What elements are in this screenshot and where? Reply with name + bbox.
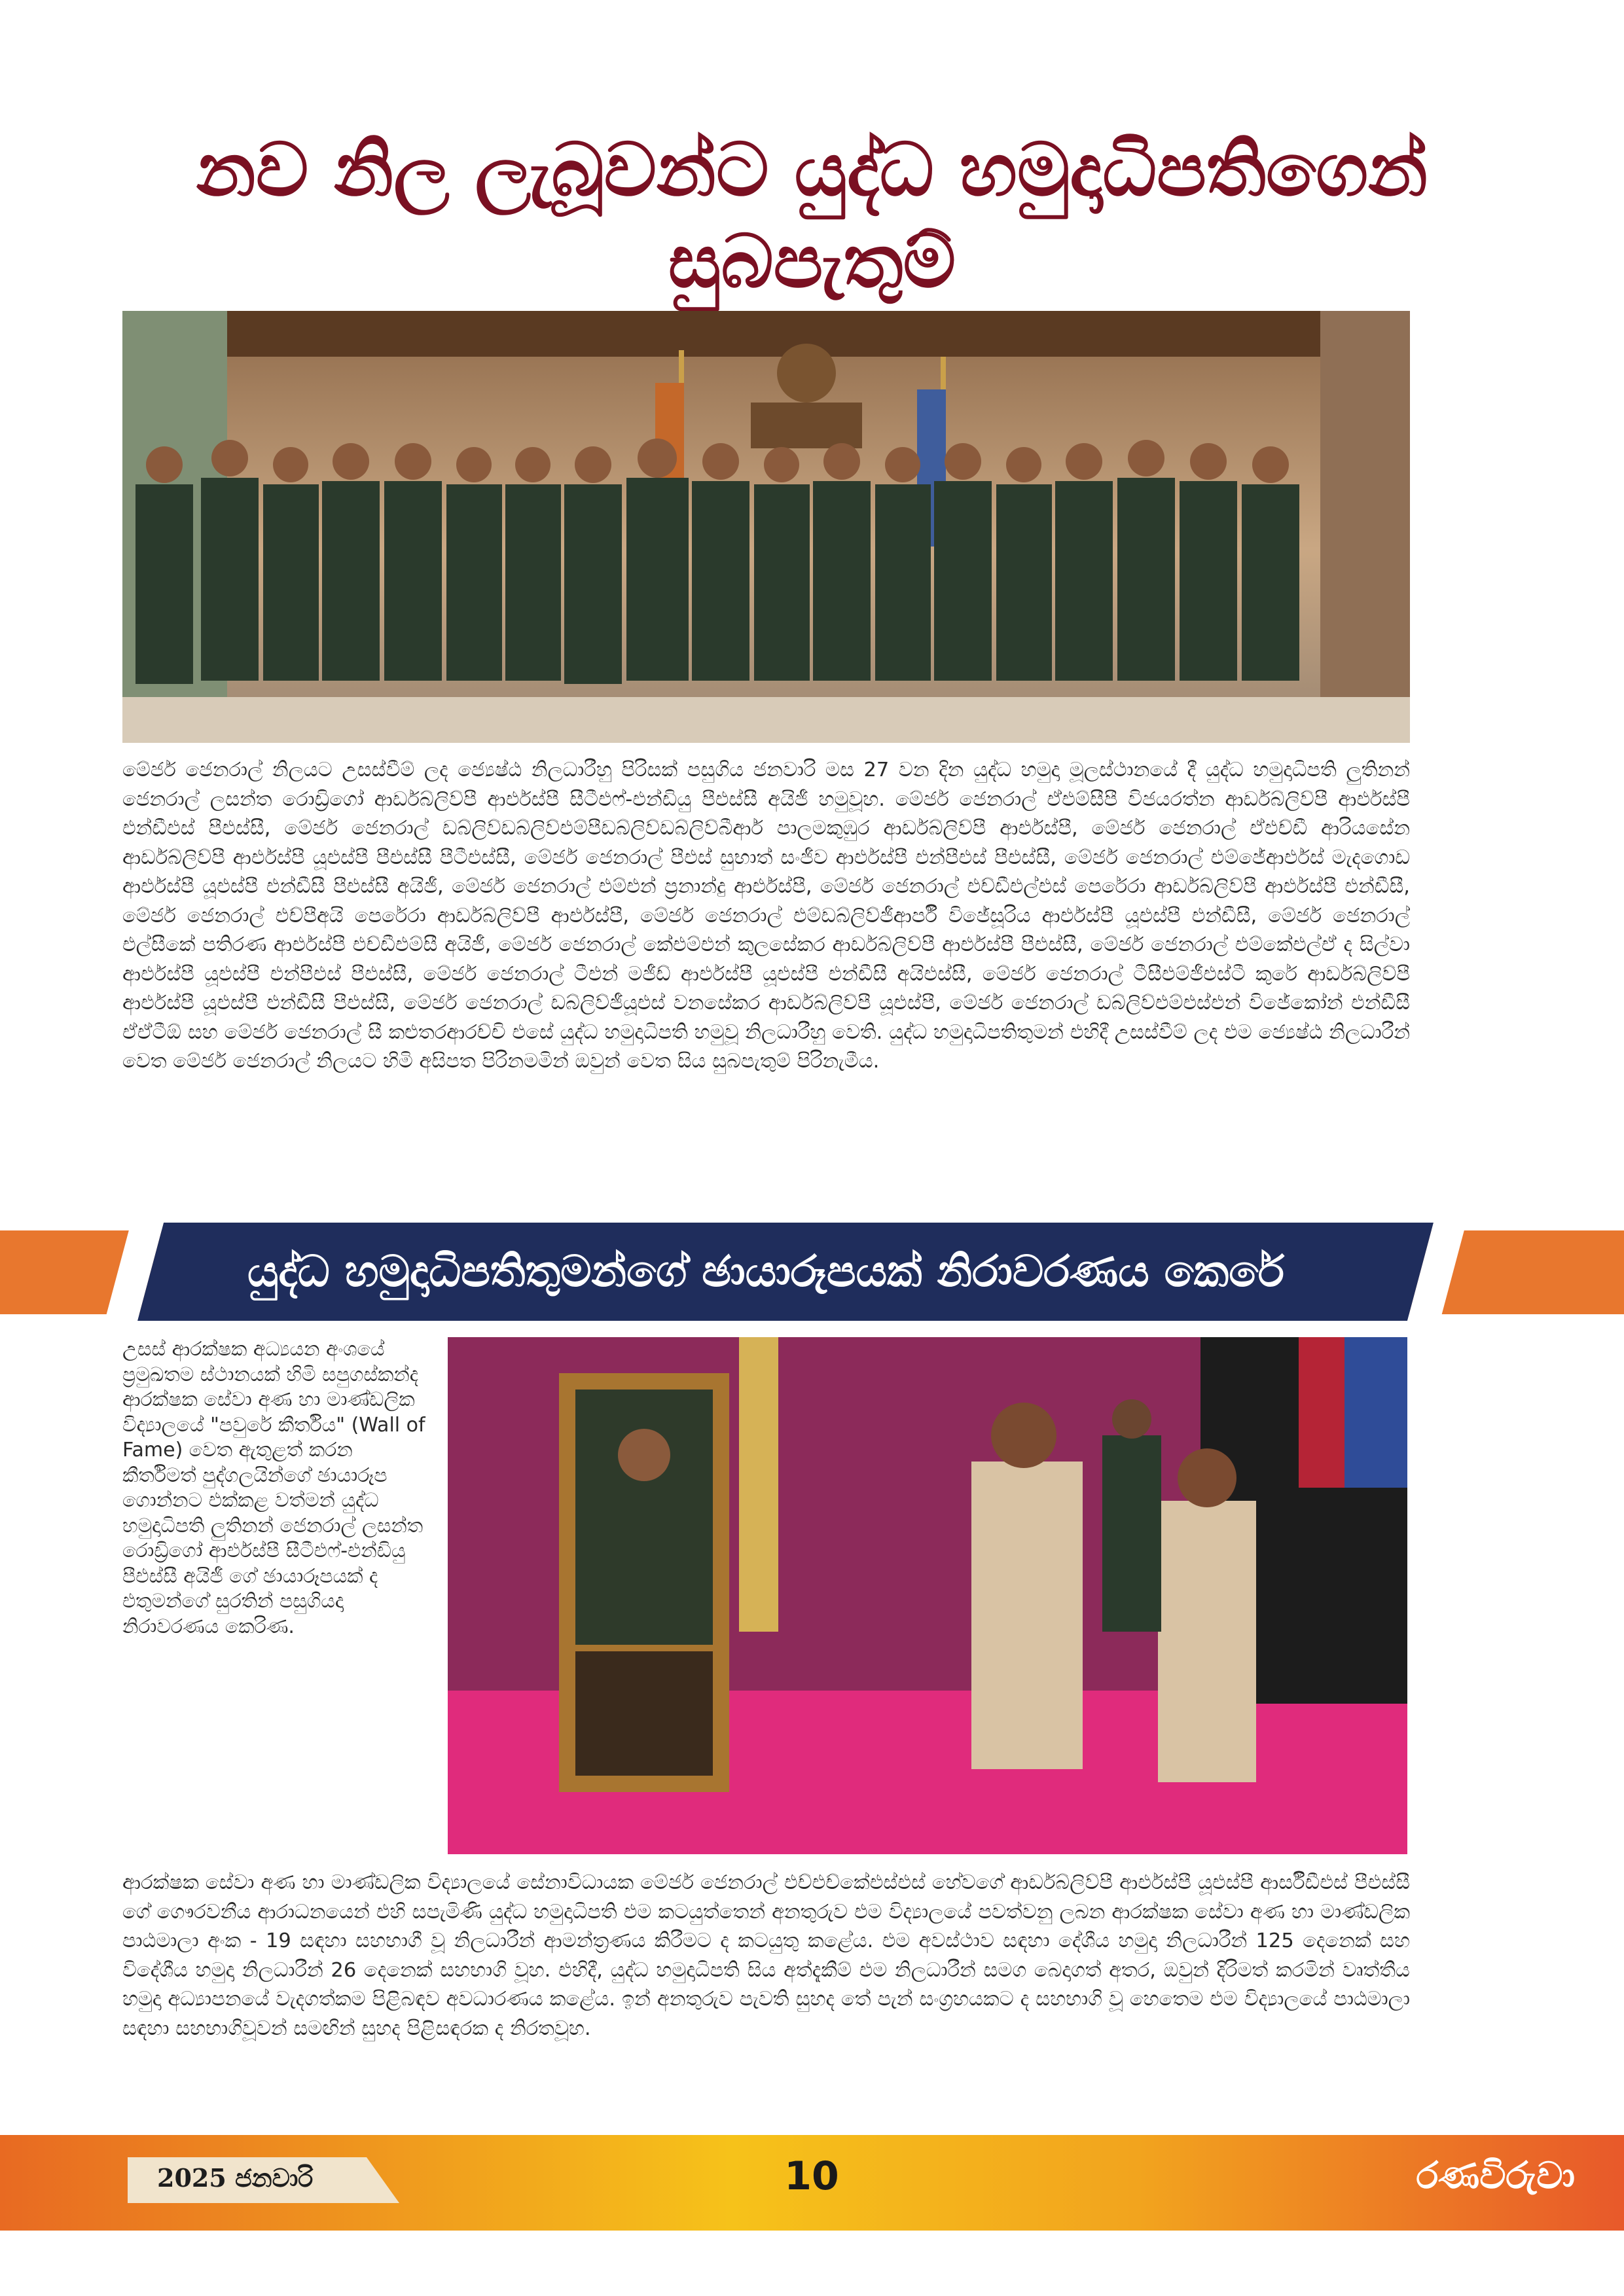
article-title-line1: නව නිල ලැබූවන්ට යුද්ධ හමුදාධිපතිගෙන් [196, 128, 1428, 213]
page-footer [0, 2135, 1624, 2231]
page-number: 10 [784, 2153, 839, 2199]
footer-date: 2025 ජනවාරි [157, 2163, 314, 2193]
section-banner [0, 1223, 1624, 1321]
group-photo [122, 311, 1410, 743]
article2-body: ආරක්ෂක සේවා අණ හා මාණ්ඩලික විද්‍යාලයේ සේනාවිධායක මේජර් ජෙනරාල් එච්එච්කේඑස්එස් හේවගේ ආර්ඩබ්ලිව්පී ආර්එස්පී යූඑස්පී ආර්සීඩීඑස් පීඑස්සී ගේ ගෞරවනීය ආරාධනයෙන් එහි සපැමිණි යුද්ධ හමුදාධිපති එම කටයුත්තෙන් අනතුරුව එම විද්‍යාලයේ පවත්වනු ලබන ආරක්ෂක සේවා අණ හා මාණ්ඩලික පාඨමාලා අංක - 19 සඳහා සහභාගී වූ නිලධාරීන් ආමන්ත්‍රණය කිරීමට ද කටයුතු කළේය. එම අවස්ථාව සඳහා දේශීය හමුදා නිලධාරීන් 125 දෙනෙක් සහ විදේශීය හමුදා නිලධාරීන් 26 දෙනෙක් සහභාගි වූහ. එහිදී, යුද්ධ හමුදාධිපති සිය අත්දැකීම් එම නිලධාරීන් සමග බෙදාගත් අතර, ඔවුන් දිරිමත් කරමින් වෘත්තීය හමුදා අධ්‍යාපනයේ වැදගත්කම පිළිබඳව අවධාරණය කළේය. ඉන් අනතුරුව පැවති සුහද තේ පැන් සංග්‍රහයකට ද සහභාගි වූ හෙතෙම එම විද්‍යාලයේ පාඨමාලා සඳහා සහභාගිවූවන් සමඟින් සුහද පිළිසඳරක ද නිරතවූහ. [122, 1871, 1410, 2040]
article-title-line2: සුබපැතුම් [668, 219, 956, 304]
unveiling-photo [448, 1337, 1407, 1854]
article1-body: මේජර් ජෙනරාල් නිලයට උසස්වීම් ලද ජ්‍යෙෂ්ඨ නිලධාරීහු පිරිසක් පසුගිය ජනවාරි මස 27 වන දින යුද්ධ හමුදා මූලස්ථානයේ දී යුද්ධ හමුදාධිපති ලුතිනන් ජෙනරාල් ලසන්ත රොඩ්‍රිගෝ ආර්ඩබ්ලිව්පී ආර්එස්පී සීටීඑෆ්-එන්ඩියු පීඑස්සී අයිජී හමුවූහ. මේජර් ජෙනරාල් ඒඑම්සීපී විජයරත්න ආර්ඩබ්ලිව්පී ආර්එස්පී එන්ඩීඑස් පීඑස්සී, මේජර් ජෙනරාල් ඩබ්ලිව්ඩබ්ලිව්එම්පීඩබ්ලිව්ඩබ්ලිව්බීආර් පාලමකුඹුර ආර්ඩබ්ලිව්පී ආර්එස්පී, මේජර් ජෙනරාල් ඒඑච්ඩී ආරියසේන ආර්ඩබ්ලිව්පී ආර්එස්පී යූඑස්පී පීඑස්සී පීටීඑස්සී, මේජර් ජෙනරාල් පීඑස් සුභාත් සංජීව ආර්එස්පී එන්පීඑස් පීඑස්සී, මේජර් ජෙනරාල් එම්ජේආර්එස් මැදගොඩ ආර්එස්පී යූඑස්පී එන්ඩීසී පීඑස්සී අයිජී, මේජර් ජෙනරාල් එම්එන් ප්‍රනාන්දු ආර්එස්පී, මේජර් ජෙනරාල් එච්ඩීඑල්එස් පෙරේරා ආර්ඩබ්ලිව්පී ආර්එස්පී එන්ඩීසී, මේජර් ජෙනරාල් එච්පීඅයි පෙරේරා ආර්ඩබ්ලිව්පී ආර්එස්පී, මේජර් ජෙනරාල් එම්ඩබ්ලිව්ජීආර්පී විජේසූරිය ආර්එස්පී යූඑස්පී එන්ඩීසී, මේජර් ජෙනරාල් එල්සීකේ පතිරණ ආර්එස්පී එච්ඩීඑම්සී අයිජී, මේජර් ජෙනරාල් කේඑම්එන් කුලසේකර ආර්ඩබ්ලිව්පී ආර්එස්පී පීඑස්සී, මේජර් ජෙනරාල් එම්කේඑල්ඒ ද සිල්වා ආර්එස්පී යූඑස්පී එන්පීඑස් පීඑස්සී, මේජර් ජෙනරාල් ටීඑන් මජීඩ් ආර්එස්පී යූඑස්පී එන්ඩීසී අයිඑස්සී, මේජර් ජෙනරාල් ටීසීඑම්ජීඑස්ටී කුරේ ආර්ඩබ්ලිව්පී ආර්එස්පී යූඑස්පී එන්ඩීසී පීඑස්සී, මේජර් ජෙනරාල් ඩබ්ලිව්ජීයූඑස් වනසේකර ආර්ඩබ්ලිව්පී යූඑස්පී, මේජර් ජෙනරාල් ඩබ්ලිව්එම්එස්එන් විජේකෝන් එන්ඩීසී ඒඒටීඕ සහ මේජර් ජෙනරාල් සී කළුතරආරච්චි එසේ යුද්ධ හමුදාධිපති හමුවූ නිලධාරීහු වෙති. යුද්ධ හමුදාධිපතිතුමන් එහිදී උසස්වීම් ලද එම ජ්‍යෙෂ්ඨ නිලධාරීන් වෙත මේජර් ජෙනරාල් නිලයට හිමි අසිපත පිරිනමමින් ඔවුන් වෙත සිය සුබපැතුම් පිරිනැමීය. [122, 759, 1410, 1073]
magazine-logo: රණවිරුවා [1416, 2155, 1575, 2197]
article2-side-text: උසස් ආරක්ෂක අධ්‍යයන අංශයේ ප්‍රමුඛතම ස්ථානයක් හිමි සපුගස්කන්ද ආරක්ෂක සේවා අණ හා මාණ්ඩලික විද්‍යාලයේ "පවුරේ කීර්තිය" (Wall of Fame) වෙත ඇතුළත් කරන කීර්තිමත් පුද්ගලයින්ගේ ඡායාරූප ගොන්නට එක්කළ වත්මන් යුද්ධ හමුදාධිපති ලුතිනන් ජෙනරාල් ලසන්ත රොඩ්‍රිගෝ ආර්එස්පී සීටීඑෆ්-එන්ඩියු පීඑස්සී අයිජී ගේ ඡායාරූපයක් ද එතුමන්ගේ සුරතින් පසුගියදා නිරාවරණය කෙරිණ. [122, 1338, 425, 1638]
group-photo-image [122, 311, 1410, 743]
unveiling-photo-image [448, 1337, 1407, 1854]
section-heading: යුද්ධ හමුදාධිපතිතුමන්ගේ ඡායාරූපයක් නිරාවරණය කෙරේ [247, 1246, 1285, 1297]
